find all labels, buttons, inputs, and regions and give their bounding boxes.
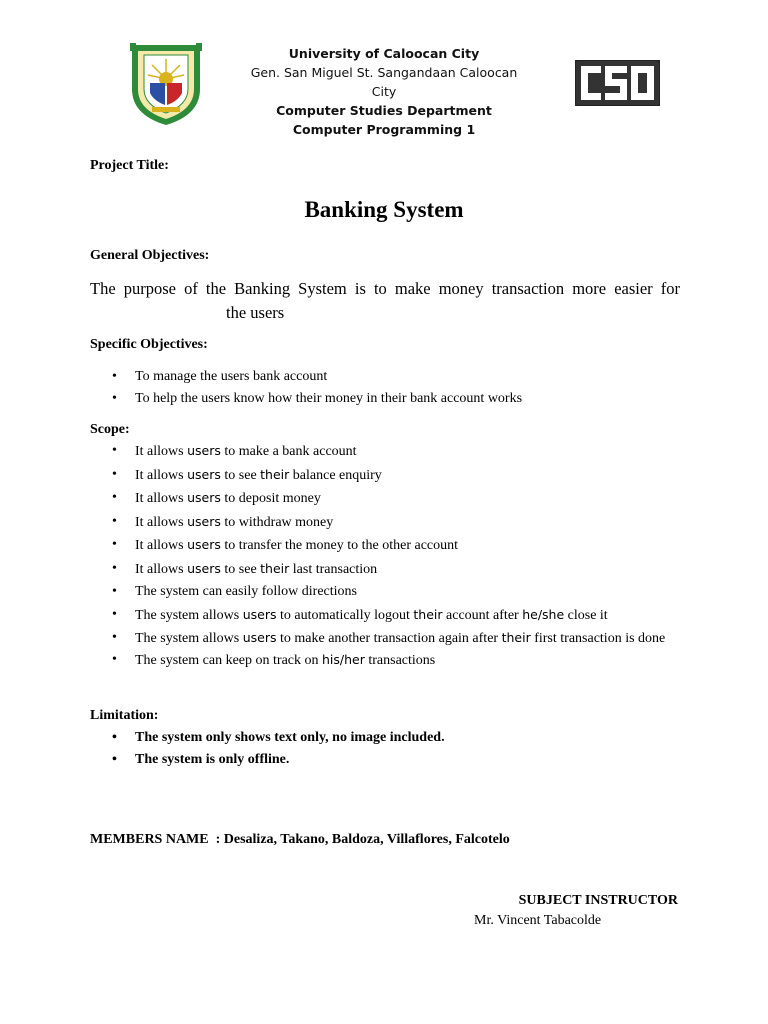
scope-label: Scope: xyxy=(90,422,130,437)
list-item: • It allows users to withdraw money xyxy=(90,511,678,535)
project-title-label: Project Title: xyxy=(90,158,169,173)
list-item: • The system allows users to make another transaction again after their first transaction is done xyxy=(90,627,678,649)
specific-objectives-label: Specific Objectives: xyxy=(90,337,208,352)
header-block xyxy=(240,44,528,139)
course-name: Computer Programming 1 xyxy=(292,122,476,137)
list-item: • The system can easily follow directions xyxy=(90,581,678,604)
scope-list xyxy=(90,440,678,673)
list-item: • The system can keep on track on his/her transactions xyxy=(90,649,678,673)
subject-instructor-name: Mr. Vincent Tabacolde xyxy=(474,913,602,928)
general-objective-line1: The purpose of the Banking System is to make money transaction more easier for xyxy=(90,279,680,298)
limitation-label: Limitation: xyxy=(90,708,159,723)
list-item: • To manage the users bank account xyxy=(90,366,680,388)
list-item: • The system is only offline. xyxy=(90,749,678,771)
subject-instructor-label: SUBJECT INSTRUCTOR xyxy=(518,893,678,908)
csd-logo xyxy=(575,60,660,106)
list-item: • The system only shows text only, no image included. xyxy=(90,727,678,749)
general-objective-text xyxy=(90,277,680,325)
specific-objectives-list xyxy=(90,366,680,409)
list-item: • To help the users know how their money in their bank account works xyxy=(90,388,680,410)
department-name: Computer Studies Department xyxy=(276,103,492,118)
list-item: • It allows users to make a bank account xyxy=(90,440,678,464)
list-item: • It allows users to transfer the money to the other account xyxy=(90,534,678,558)
university-address: Gen. San Miguel St. Sangandaan Caloocan City xyxy=(250,65,518,99)
general-objectives-label: General Objectives: xyxy=(90,248,210,263)
limitation-list xyxy=(90,727,678,771)
list-item: • The system allows users to automatically logout their account after he/she close it xyxy=(90,604,678,628)
project-title: Banking System xyxy=(304,197,464,222)
university-name: University of Caloocan City xyxy=(288,46,480,61)
list-item: • It allows users to deposit money xyxy=(90,487,678,511)
members-names: MEMBERS NAME : Desaliza, Takano, Baldoza, Villaflores, Falcotelo xyxy=(90,832,510,847)
list-item: • It allows users to see their last transaction xyxy=(90,558,678,582)
university-seal-logo xyxy=(128,43,204,127)
general-objective-line2: the users xyxy=(226,303,285,322)
list-item: • It allows users to see their balance enquiry xyxy=(90,464,678,488)
